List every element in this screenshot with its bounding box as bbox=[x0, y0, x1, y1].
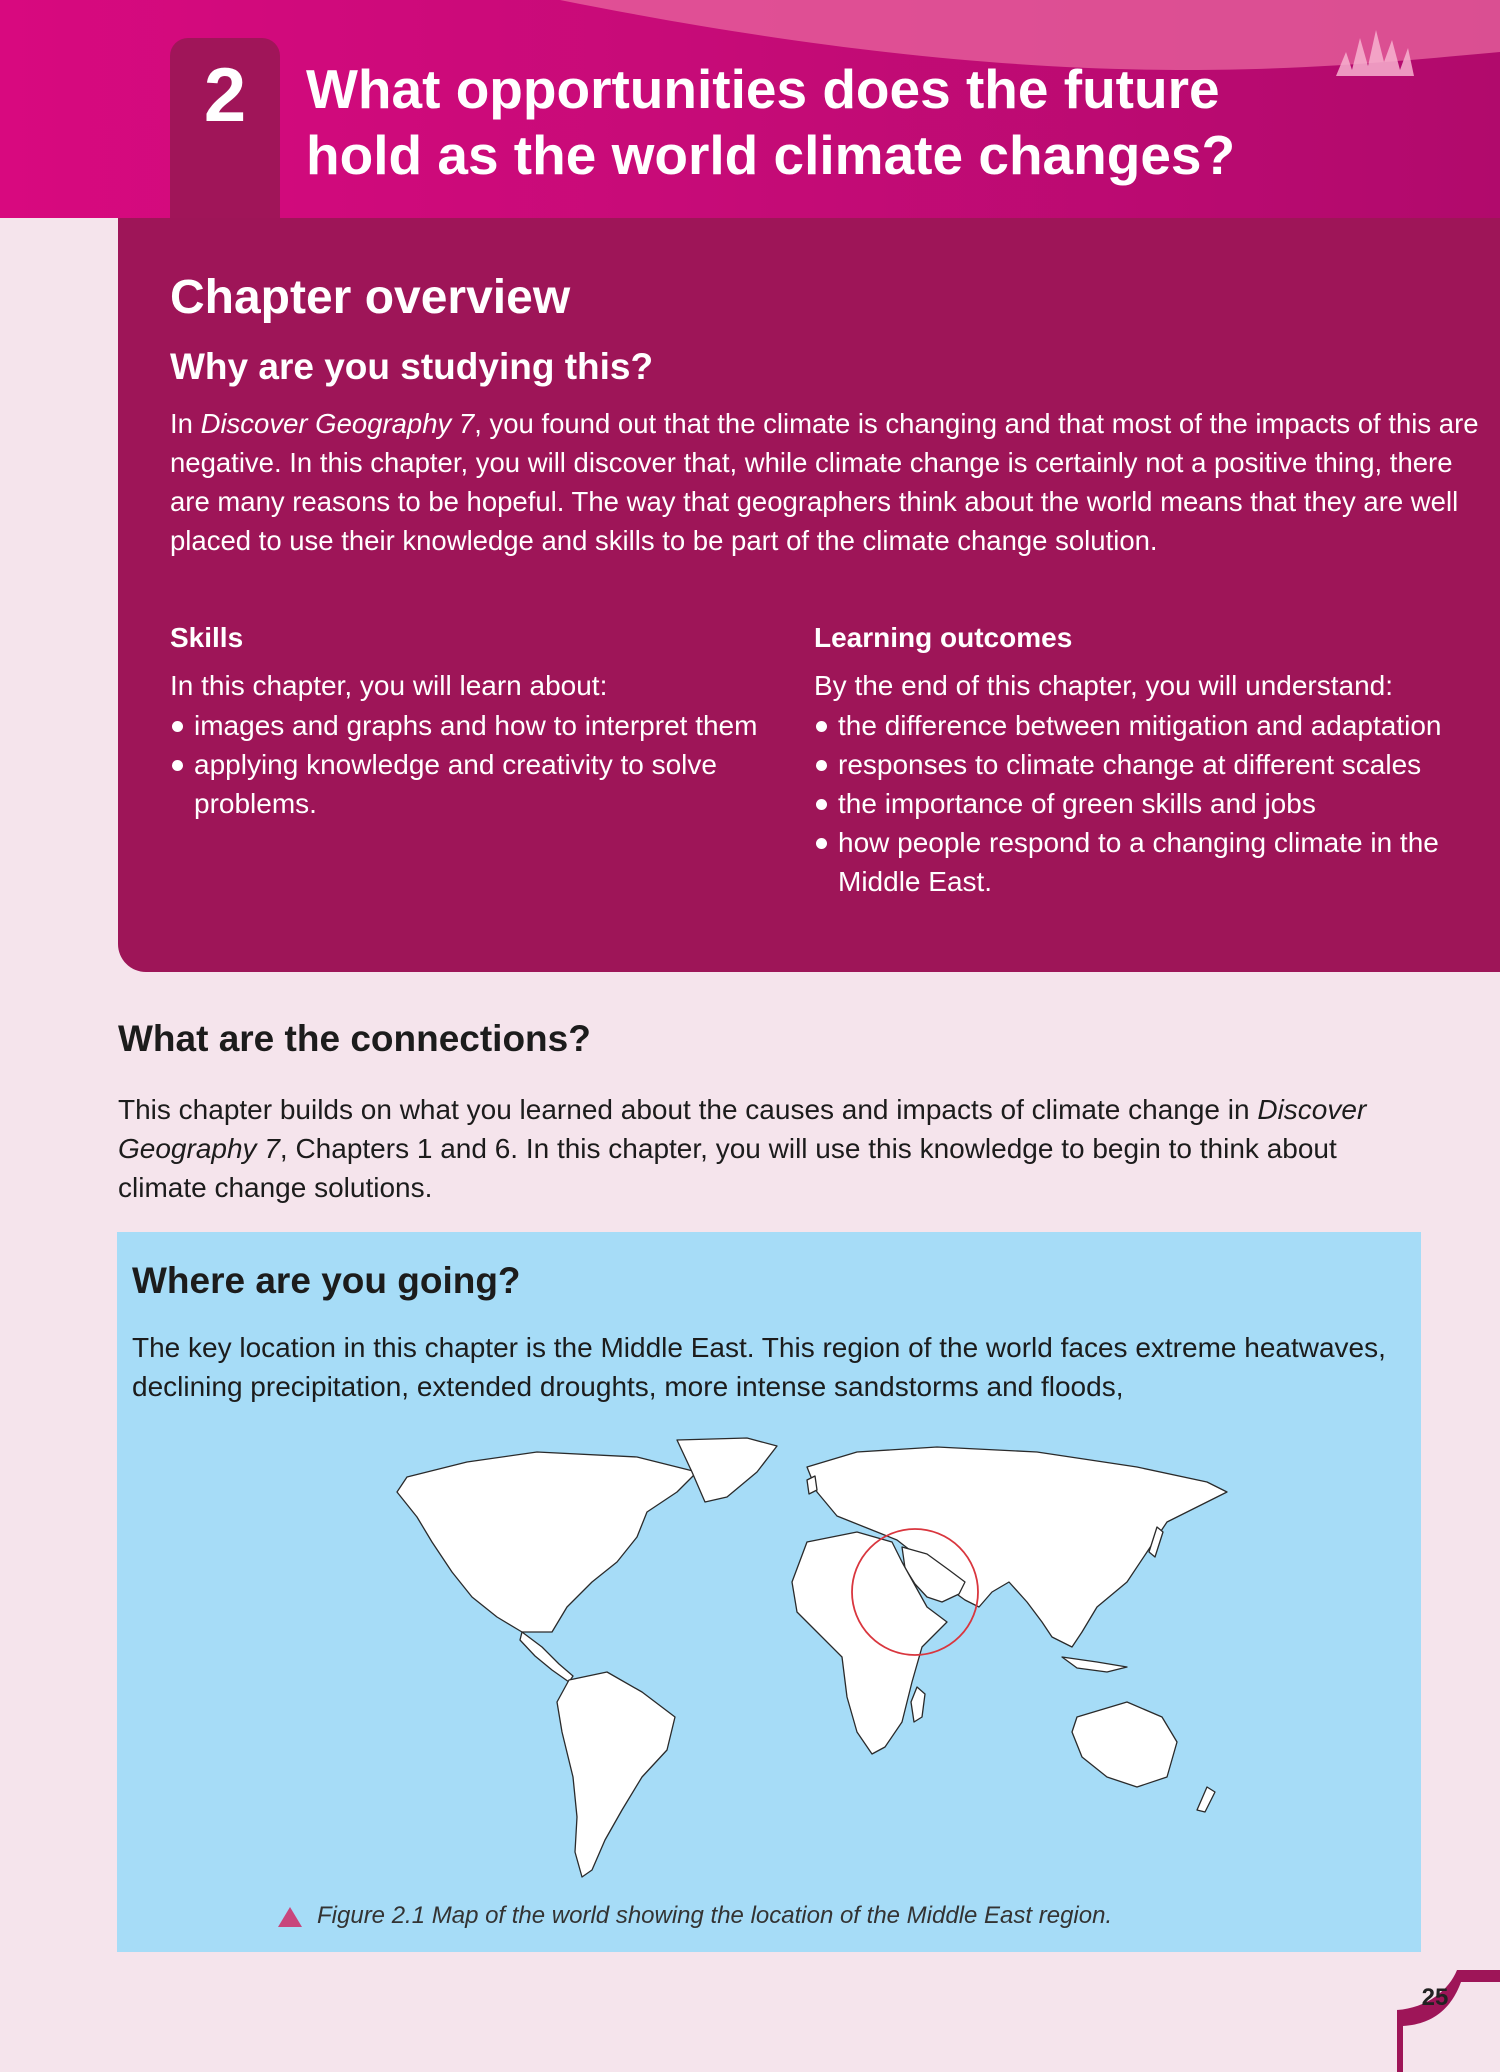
skills-heading: Skills bbox=[170, 622, 244, 653]
where-paragraph: The key location in this chapter is the Middle East. This region of the world faces extreme heatwaves, declining precipitation, extended droughts, more intense sandstorms and floods, bbox=[132, 1332, 1386, 1402]
skills-list-item: images and graphs and how to interpret them bbox=[170, 706, 770, 745]
connections-paragraph bbox=[118, 1090, 1408, 1207]
para-body: , you found out that the climate is changing and that most of the impacts of this are negative. In this chapter, you will discover that, while climate change is certainly not a positive thing, there are many reasons to be hopeful. The way that geographers think about the world means that they are well placed to use their knowledge and skills to be part of the climate change solution. bbox=[170, 408, 1479, 556]
chapter-title-line-1: What opportunities does the future bbox=[306, 58, 1220, 120]
great-britain-landmass bbox=[807, 1476, 817, 1494]
australia-landmass bbox=[1072, 1702, 1177, 1787]
outcomes-list-item: responses to climate change at different scales bbox=[814, 745, 1454, 784]
south-america-landmass bbox=[557, 1672, 675, 1877]
page-number: 25 bbox=[1421, 1984, 1449, 2011]
chapter-overview-panel bbox=[118, 218, 1500, 972]
greenland-landmass bbox=[677, 1438, 777, 1502]
skills-list-item: applying knowledge and creativity to solve problems. bbox=[170, 745, 770, 823]
where-heading: Where are you going? bbox=[132, 1260, 521, 1301]
book-title: Discover Geography 7 bbox=[200, 408, 475, 439]
why-studying-paragraph bbox=[170, 404, 1490, 560]
para-prefix: In bbox=[170, 408, 201, 439]
chapter-title-line-2: hold as the world climate changes? bbox=[306, 124, 1236, 186]
learning-outcomes-list bbox=[814, 706, 1454, 901]
central-america-landmass bbox=[520, 1632, 573, 1682]
skills-list bbox=[170, 706, 770, 823]
connections-heading: What are the connections? bbox=[118, 1018, 591, 1059]
overview-heading: Chapter overview bbox=[170, 271, 571, 324]
outcomes-list-item: the difference between mitigation and adaptation bbox=[814, 706, 1454, 745]
north-america-landmass bbox=[397, 1452, 697, 1632]
chapter-number: 2 bbox=[203, 53, 247, 138]
outcomes-list-item: the importance of green skills and jobs bbox=[814, 784, 1454, 823]
learning-outcomes-intro: By the end of this chapter, you will understand: bbox=[814, 670, 1394, 701]
caption-triangle-icon bbox=[277, 1906, 303, 1928]
chapter-title bbox=[306, 56, 1306, 188]
outcomes-list-item: how people respond to a changing climate in the Middle East. bbox=[814, 823, 1454, 901]
world-map bbox=[337, 1432, 1257, 1892]
connections-text-1: This chapter builds on what you learned about the causes and impacts of climate change in bbox=[118, 1094, 1258, 1125]
connections-text-2: , Chapters 1 and 6. In this chapter, you will use this knowledge to begin to think about climate change solutions. bbox=[118, 1133, 1337, 1203]
indonesia-landmass bbox=[1062, 1657, 1127, 1672]
madagascar-landmass bbox=[911, 1687, 925, 1722]
where-are-you-going-box bbox=[117, 1232, 1421, 1952]
book-title: Discover Geography 7 bbox=[118, 1094, 1367, 1164]
why-studying-heading: Why are you studying this? bbox=[170, 346, 654, 387]
learning-outcomes-heading: Learning outcomes bbox=[814, 622, 1073, 653]
figure-caption: Figure 2.1 Map of the world showing the location of the Middle East region. bbox=[317, 1902, 1113, 1929]
new-zealand-landmass bbox=[1197, 1787, 1215, 1812]
skills-intro: In this chapter, you will learn about: bbox=[170, 670, 608, 701]
